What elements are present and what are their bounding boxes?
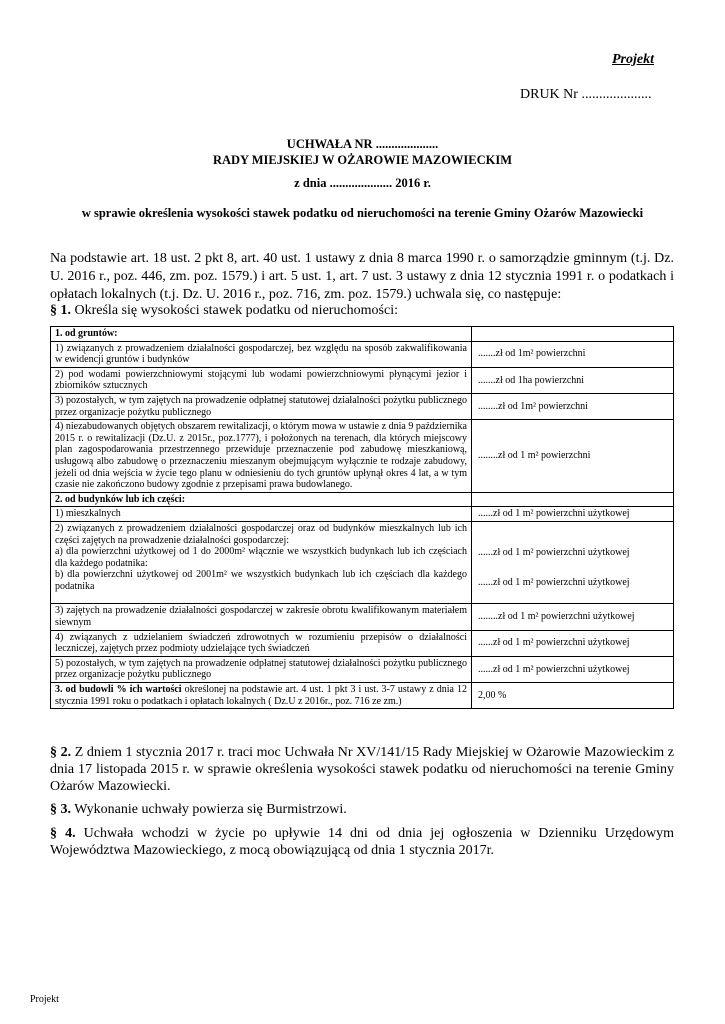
rate-description: 3) pozostałych, w tym zajętych na prowadzenie odpłatnej statutowej działalności pożytku publicznego przez organizacje pożytku publicznego: [51, 393, 472, 419]
rate-value: ........zł od 1 m² powierzchni użytkowej: [472, 604, 674, 630]
rate-value: ......zł od 1 m² powierzchni użytkowej: [472, 630, 674, 656]
table-row: [51, 521, 674, 604]
table-cell: [472, 492, 674, 507]
rate-value: .......zł od 1m² powierzchni: [472, 341, 674, 367]
resolution-title: [0, 137, 725, 192]
table-row: [51, 604, 674, 630]
rate-value: ........zł od 1m² powierzchni: [472, 393, 674, 419]
table-row: [51, 420, 674, 493]
table-row: [51, 367, 674, 393]
legal-basis: Na podstawie art. 18 ust. 2 pkt 8, art. 40 ust. 1 ustawy z dnia 8 marca 1990 r. o samorządzie gminnym (t.j. Dz. U. 2016 r., poz. 446, zm. poz. 1579.) i art. 5 ust. 1, art. 7 ust. 3 ustawy z dnia 12 stycznia 1991 r. o podatkach i opłatach lokalnych (t.j. Dz. U. 2016 r., poz. 716, zm. poz. 1579.) uchwala się, co następuje:: [50, 251, 674, 302]
table-row: [51, 341, 674, 367]
rate-description-a: a) dla powierzchni użytkowej od 1 do 2000m² włącznie we wszystkich budynkach lub ich częściach dla każdego podatnika:: [55, 546, 467, 569]
structures-description: określonej na podstawie art. 4 ust. 1 pkt 3 i ust. 3-7 ustawy z dnia 12 stycznia 1991 roku o podatkach i opłatach lokalnych ( Dz.U z 2016r., poz. 716 ze zm.): [55, 684, 468, 707]
rate-description: 4) niezabudowanych objętych obszarem rewitalizacji, o którym mowa w ustawie z dnia 9 października 2015 r. o rewitalizacji (Dz.U. z 2015r., poz.1777), i położonych na terenach, dla których miejscowy plan zagospodarowania przestrzennego przewiduje przeznaczenie pod zabudowę mieszkaniową, usługową albo zabudowę o przeznaczeniu mieszanym obejmującym wyłącznie te rodzaje zabudowy, jeżeli od dnia wejścia w życie tego planu w odniesieniu do tych gruntów upłynął okres 4 lat, a w tym czasie nie zakończono budowy zgodnie z przepisami prawa budowlanego.: [51, 420, 472, 493]
rate-description: 1) mieszkalnych: [51, 507, 472, 522]
rate-description-b: b) dla powierzchni użytkowej od 2001m² we wszystkich budynkach lub ich częściach dla każdego podatnika: [55, 569, 467, 592]
rate-description: 5) pozostałych, w tym zajętych na prowadzenie odpłatnej statutowej działalności pożytku publicznego przez organizacje pożytku publicznego: [51, 656, 472, 682]
section-1: [50, 303, 398, 319]
section-1-marker: § 1.: [50, 303, 71, 318]
section-2-marker: § 2.: [50, 745, 72, 760]
resolution-number: UCHWAŁA NR ....................: [286, 137, 439, 151]
rate-value: .......zł od 1ha powierzchni: [472, 367, 674, 393]
section-2: [50, 744, 674, 795]
table-row: [51, 327, 674, 342]
group-header-buildings: 2. od budynków lub ich części:: [51, 492, 472, 507]
tax-rates-table: [50, 326, 674, 709]
rate-description: [51, 683, 472, 709]
section-4: [50, 825, 674, 859]
table-row: [51, 492, 674, 507]
group-header-land: 1. od gruntów:: [51, 327, 472, 342]
rate-value: ......zł od 1 m² powierzchni użytkowej: [472, 507, 674, 522]
section-4-text: Uchwała wchodzi w życie po upływie 14 dni od dnia jej ogłoszenia w Dzienniku Urzędowym Województwa Mazowieckiego, z mocą obowiązującą od dnia 1 stycznia 2017r.: [50, 826, 674, 858]
rate-description: 3) zajętych na prowadzenie działalności gospodarczej w zakresie obrotu kwalifikowanym materiałem siewnym: [51, 604, 472, 630]
table-row: [51, 656, 674, 682]
table-row: [51, 393, 674, 419]
rate-value: ......zł od 1 m² powierzchni użytkowej: [472, 656, 674, 682]
section-2-text: Z dniem 1 stycznia 2017 r. traci moc Uchwała Nr XV/141/15 Rady Miejskiej w Ożarowie Mazowieckim z dnia 17 listopada 2015 r. w sprawie określenia wysokości stawek podatku od nieruchomości na terenie Gminy Ożarów Mazowiecki.: [50, 745, 674, 794]
rate-value: 2,00 %: [472, 683, 674, 709]
section-3-marker: § 3.: [50, 802, 71, 817]
council-name: RADY MIEJSKIEJ W OŻAROWIE MAZOWIECKIM: [212, 152, 513, 167]
table-row: [51, 683, 674, 709]
rate-value: ........zł od 1 m² powierzchni: [472, 420, 674, 493]
section-1-text: Określa się wysokości stawek podatku od nieruchomości:: [71, 303, 398, 318]
druk-number: DRUK Nr ....................: [520, 87, 652, 102]
table-row: [51, 630, 674, 656]
section-3: [50, 801, 674, 818]
rate-description: 2) pod wodami powierzchniowymi stojącymi lub wodami powierzchniowymi płynącymi jezior i zbiorników sztucznych: [51, 367, 472, 393]
resolution-date: z dnia .................... 2016 r.: [294, 176, 431, 190]
rate-value-a: ......zł od 1 m² powierzchni użytkowej: [478, 547, 630, 559]
resolution-subject: w sprawie określenia wysokości stawek podatku od nieruchomości na terenie Gminy Ożarów Mazowiecki: [81, 206, 644, 220]
rate-value: [472, 521, 674, 604]
footer-label: Projekt: [30, 994, 59, 1005]
table-row: [51, 507, 674, 522]
rate-description: 1) związanych z prowadzeniem działalności gospodarczej, bez względu na sposób zakwalifikowania w ewidencji gruntów i budynków: [51, 341, 472, 367]
group-header-structures: 3. od budowli % ich wartości: [55, 684, 182, 696]
rate-description-intro: 2) związanych z prowadzeniem działalności gospodarczej oraz od budynków mieszkalnych lub ich części zajętych na prowadzenie działalności gospodarczej:: [55, 522, 467, 546]
rate-description: [51, 521, 472, 604]
table-cell: [472, 327, 674, 342]
rate-description: 4) związanych z udzielaniem świadczeń zdrowotnych w rozumieniu przepisów o działalności leczniczej, zajętych przez podmioty udzielające tych świadczeń: [51, 630, 472, 656]
rate-value-b: ......zł od 1 m² powierzchni użytkowej: [478, 576, 630, 588]
section-3-text: Wykonanie uchwały powierza się Burmistrzowi.: [71, 802, 347, 817]
projekt-label: Projekt: [612, 52, 654, 67]
section-4-marker: § 4.: [50, 826, 76, 841]
